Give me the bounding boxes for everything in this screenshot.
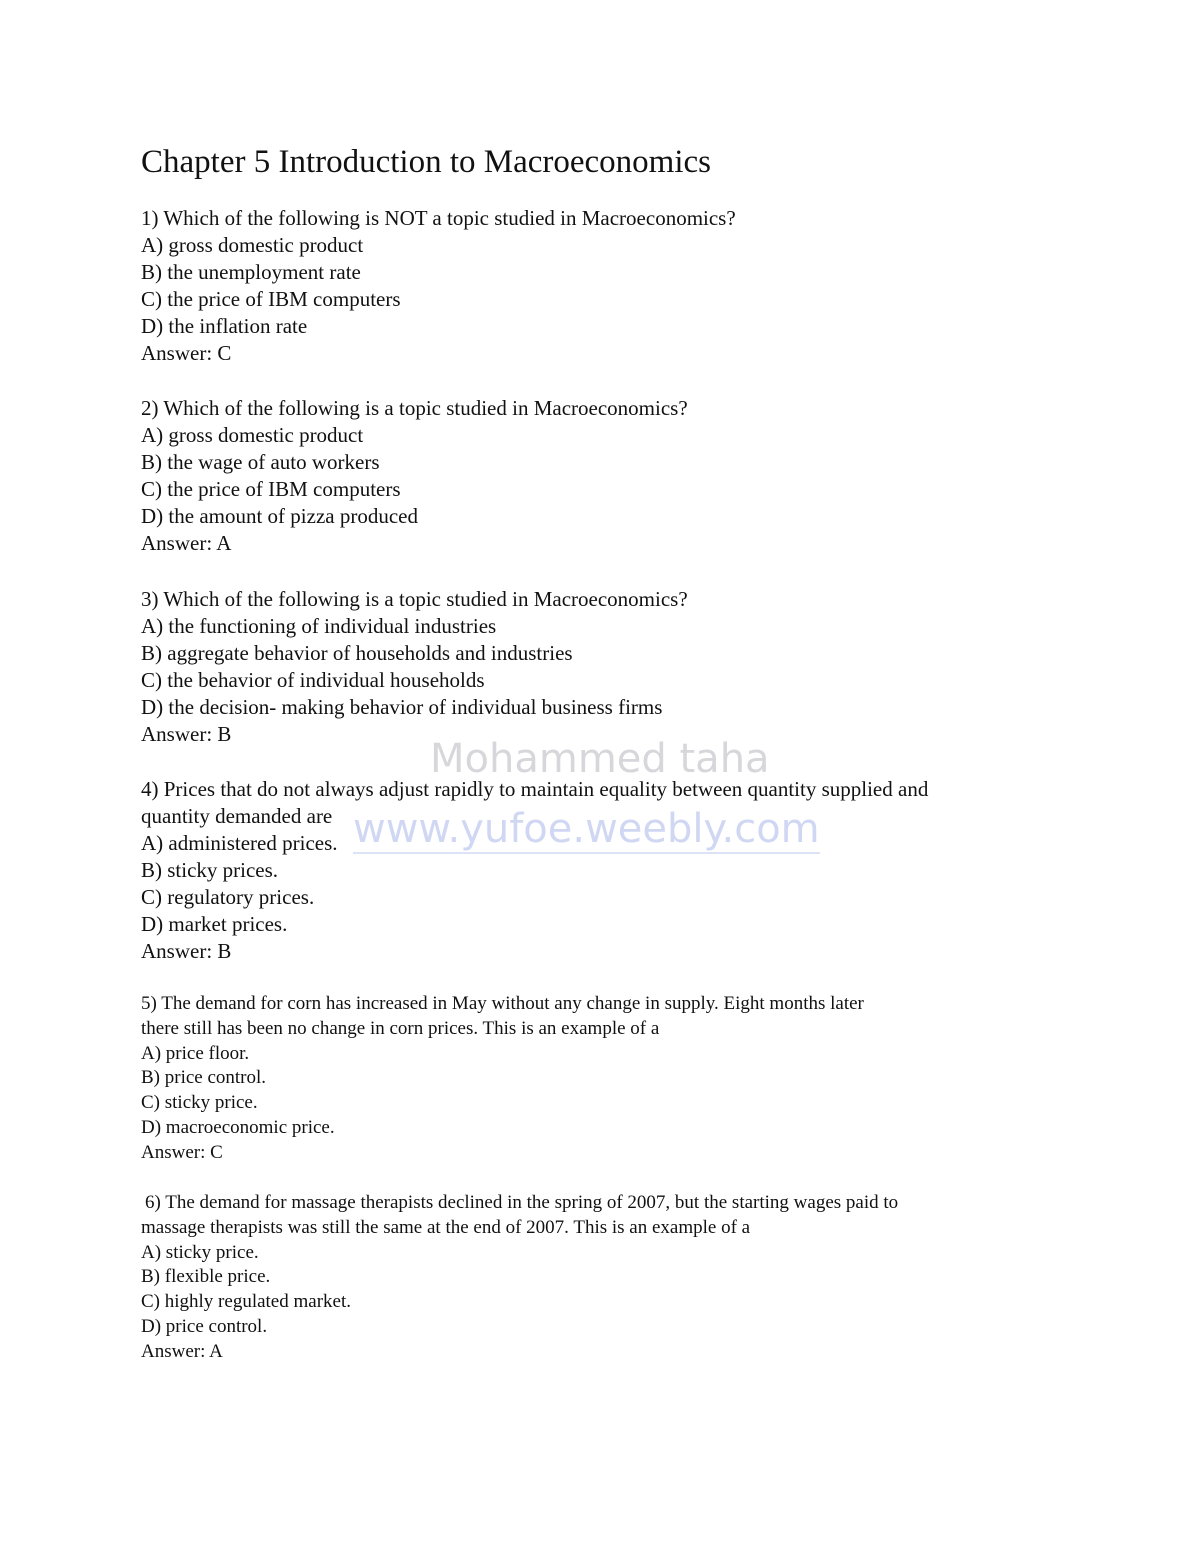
- watermark-name: Mohammed taha: [430, 736, 770, 782]
- question-6: [141, 1191, 1041, 1365]
- option-d: D) macroeconomic price.: [141, 1116, 335, 1138]
- option-d: D) price control.: [141, 1315, 268, 1337]
- answer: Answer: A: [141, 531, 232, 555]
- answer: Answer: C: [141, 341, 232, 365]
- question-stem-continued: massage therapists was still the same at the end of 2007. This is an example of a: [141, 1216, 751, 1238]
- answer: Answer: A: [141, 1340, 223, 1362]
- option-b: B) price control.: [141, 1067, 267, 1089]
- option-b: B) aggregate behavior of households and industries: [141, 641, 573, 665]
- option-b: B) flexible price.: [141, 1266, 271, 1288]
- question-1: [141, 205, 1041, 367]
- answer: Answer: B: [141, 722, 232, 746]
- question-stem: 3) Which of the following is a topic studied in Macroeconomics?: [141, 587, 688, 611]
- option-c: C) the price of IBM computers: [141, 287, 401, 311]
- page-title: Chapter 5 Introduction to Macroeconomics: [141, 144, 712, 180]
- option-b: B) sticky prices.: [141, 858, 279, 882]
- option-d: D) market prices.: [141, 912, 288, 936]
- option-c: C) the price of IBM computers: [141, 477, 401, 501]
- question-2: [141, 395, 1041, 557]
- watermark-link[interactable]: www.yufoe.weebly.com: [353, 806, 820, 852]
- option-a: A) administered prices.: [141, 831, 338, 855]
- option-a: A) gross domestic product: [141, 233, 364, 257]
- question-stem: 4) Prices that do not always adjust rapidly to maintain equality between quantity supplied and: [141, 777, 929, 801]
- question-stem: 6) The demand for massage therapists declined in the spring of 2007, but the starting wages paid to: [145, 1192, 899, 1213]
- question-stem-continued: there still has been no change in corn prices. This is an example of a: [141, 1017, 660, 1039]
- option-a: A) the functioning of individual industries: [141, 614, 497, 638]
- option-c: C) the behavior of individual households: [141, 668, 485, 692]
- option-a: A) gross domestic product: [141, 423, 364, 447]
- question-4: [141, 776, 1041, 965]
- option-d: D) the decision- making behavior of individual business firms: [141, 695, 663, 719]
- option-c: C) regulatory prices.: [141, 885, 315, 909]
- question-stem: 2) Which of the following is a topic studied in Macroeconomics?: [141, 396, 688, 420]
- option-d: D) the amount of pizza produced: [141, 504, 418, 528]
- question-stem: 1) Which of the following is NOT a topic studied in Macroeconomics?: [141, 206, 736, 230]
- question-stem: 5) The demand for corn has increased in May without any change in supply. Eight months later: [141, 993, 864, 1014]
- answer: Answer: B: [141, 939, 232, 963]
- option-b: B) the wage of auto workers: [141, 450, 380, 474]
- option-a: A) sticky price.: [141, 1241, 259, 1263]
- option-c: C) highly regulated market.: [141, 1291, 351, 1313]
- option-d: D) the inflation rate: [141, 314, 308, 338]
- option-c: C) sticky price.: [141, 1092, 258, 1114]
- question-5: [141, 992, 1041, 1166]
- option-a: A) price floor.: [141, 1042, 250, 1064]
- option-b: B) the unemployment rate: [141, 260, 361, 284]
- question-stem-continued: quantity demanded are: [141, 804, 333, 828]
- answer: Answer: C: [141, 1141, 223, 1163]
- question-3: [141, 586, 1041, 748]
